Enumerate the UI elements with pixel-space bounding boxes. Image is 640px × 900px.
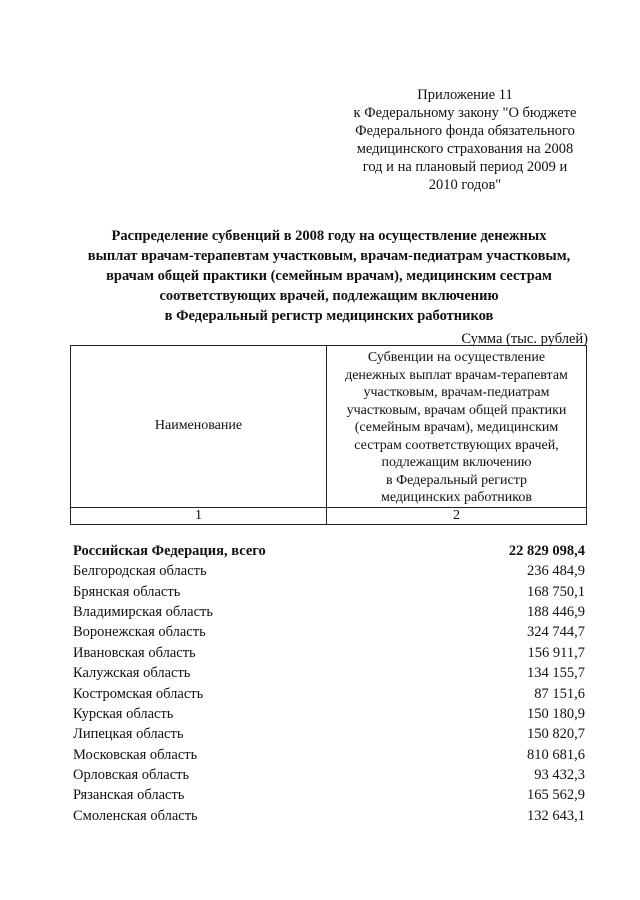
region-value: 132 643,1 — [527, 807, 585, 824]
table-row — [73, 725, 585, 745]
column-number-1: 1 — [71, 507, 327, 524]
table-row — [73, 684, 585, 704]
region-value: 188 446,9 — [527, 603, 585, 620]
header-desc-line: в Федеральный регистр — [385, 472, 528, 488]
header-desc-line: (семейным врачам), медицинским — [354, 420, 559, 435]
header-name-column: Наименование — [71, 346, 327, 508]
region-name: Ивановская область — [73, 644, 196, 661]
region-name: Липецкая область — [73, 726, 184, 743]
annex-line: Федерального фонда обязательного — [355, 123, 575, 139]
data-rows — [73, 541, 585, 827]
annex-line: год и на плановый период 2009 и — [362, 159, 568, 175]
table-row — [73, 643, 585, 663]
region-name: Белгородская область — [73, 563, 207, 580]
region-value: 150 180,9 — [527, 705, 585, 722]
table-row — [73, 562, 585, 582]
annex-line: 2010 годов" — [428, 177, 502, 193]
document-title — [64, 226, 594, 326]
units-caption: Сумма (тыс. рублей) — [461, 331, 588, 347]
total-name: Российская Федерация, всего — [73, 542, 266, 559]
table-header — [70, 345, 587, 525]
table-row — [73, 765, 585, 785]
region-name: Калужская область — [73, 665, 191, 682]
region-name: Московская область — [73, 746, 198, 763]
region-value: 236 484,9 — [527, 563, 585, 580]
region-value: 156 911,7 — [527, 644, 585, 661]
table-row — [73, 663, 585, 683]
region-value: 165 562,9 — [527, 787, 585, 804]
region-name: Рязанская область — [73, 787, 185, 804]
region-name: Орловская область — [73, 767, 190, 784]
region-value: 810 681,6 — [527, 746, 585, 763]
total-row — [73, 541, 585, 562]
total-value: 22 829 098,4 — [508, 542, 585, 559]
header-desc-line: сестрам соответствующих врачей, — [354, 437, 559, 453]
title-line: врачам общей практики (семейным врачам), медицинским сестрам — [106, 268, 552, 284]
annex-line: к Федеральному закону "О бюджете — [353, 105, 577, 121]
title-line: выплат врачам-терапевтам участковым, врачам-педиатрам участковым, — [87, 248, 571, 264]
header-desc-line: денежных выплат врачам-терапевтам — [345, 367, 568, 383]
region-name: Брянская область — [73, 583, 181, 600]
annex-line: Приложение 11 — [417, 87, 513, 103]
table-row — [73, 704, 585, 724]
table-row — [73, 582, 585, 602]
title-line: Распределение субвенций в 2008 году на осуществление денежных — [111, 228, 547, 244]
region-value: 168 750,1 — [527, 583, 585, 600]
header-desc-line: участковым, врачам-педиатрам — [363, 385, 550, 400]
region-value: 93 432,3 — [534, 767, 585, 784]
table-row — [73, 623, 585, 643]
region-name: Курская область — [73, 705, 174, 722]
header-desc-line: Субвенции на осуществление — [367, 350, 546, 365]
header-desc-line: участковым, врачам общей практики — [346, 402, 567, 418]
region-value: 324 744,7 — [527, 624, 585, 641]
header-desc-line: подлежащим включению — [381, 455, 532, 470]
annex-header — [330, 86, 600, 194]
title-line: соответствующих врачей, подлежащим включению — [159, 288, 499, 304]
table-row — [73, 806, 585, 826]
table-row — [73, 602, 585, 622]
column-number-2: 2 — [327, 507, 587, 524]
region-name: Костромская область — [73, 685, 204, 702]
header-subvention-column — [327, 346, 587, 508]
region-value: 134 155,7 — [527, 665, 585, 682]
region-name: Смоленская область — [73, 807, 198, 824]
region-name: Владимирская область — [73, 603, 213, 620]
region-value: 150 820,7 — [527, 726, 585, 743]
header-desc-line: медицинских работников — [381, 490, 532, 505]
table-row — [73, 786, 585, 806]
annex-line: медицинского страхования на 2008 — [356, 141, 574, 157]
title-line: в Федеральный регистр медицинских работников — [164, 308, 494, 324]
region-name: Воронежская область — [73, 624, 206, 641]
region-value: 87 151,6 — [534, 685, 585, 702]
table-row — [73, 745, 585, 765]
